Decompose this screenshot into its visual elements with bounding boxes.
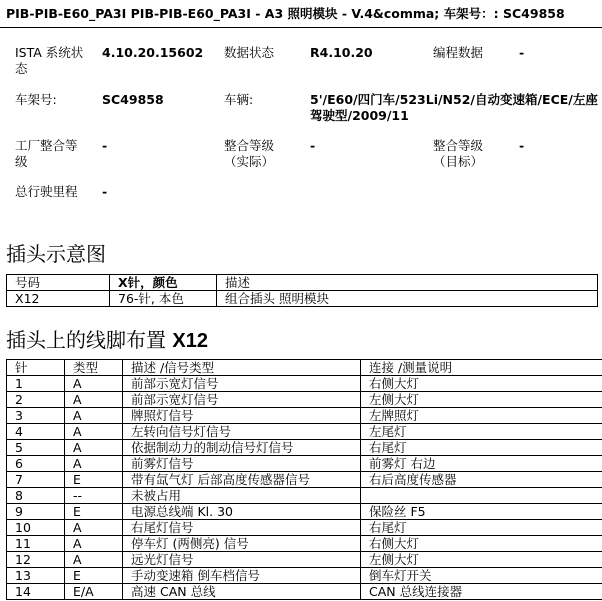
table-row xyxy=(7,504,602,520)
table-cell: 依据制动力的制动信号灯信号 xyxy=(123,440,361,456)
target-level-label: 整合等级（目标） xyxy=(433,138,484,169)
table-cell: 1 xyxy=(7,376,65,392)
table-cell: A xyxy=(65,392,123,408)
table-cell: A xyxy=(65,552,123,568)
table-cell: 前部示宽灯信号 xyxy=(123,392,361,408)
table-cell: 左侧大灯 xyxy=(361,392,602,408)
table-cell: 前雾灯信号 xyxy=(123,456,361,472)
table-cell: 未被占用 xyxy=(123,488,361,504)
table-cell: A xyxy=(65,520,123,536)
pin-table xyxy=(6,359,602,600)
factory-level-value: - xyxy=(102,138,108,153)
table-cell xyxy=(361,488,602,504)
table-row xyxy=(7,584,602,600)
table-cell: 右尾灯 xyxy=(361,520,602,536)
table-cell: 14 xyxy=(7,584,65,600)
table-cell: A xyxy=(65,376,123,392)
table-cell: 左牌照灯 xyxy=(361,408,602,424)
table-cell: 3 xyxy=(7,408,65,424)
table-cell: 6 xyxy=(7,456,65,472)
table-cell: 带有氙气灯 后部高度传感器信号 xyxy=(123,472,361,488)
table-cell: A xyxy=(65,440,123,456)
table-row xyxy=(7,376,602,392)
table-cell: X12 xyxy=(7,291,110,307)
column-header: 针 xyxy=(7,360,65,376)
table-cell: 右尾灯 xyxy=(361,440,602,456)
table-row xyxy=(7,536,602,552)
table-cell: 11 xyxy=(7,536,65,552)
table-row xyxy=(7,456,602,472)
table-cell: 前部示宽灯信号 xyxy=(123,376,361,392)
table-cell: 高速 CAN 总线 xyxy=(123,584,361,600)
table-row xyxy=(7,392,602,408)
table-row xyxy=(7,552,602,568)
table-cell: 右后高度传感器 xyxy=(361,472,602,488)
table-cell: 电源总线端 Kl. 30 xyxy=(123,504,361,520)
data-state-label: 数据状态 xyxy=(224,45,275,60)
data-state-value: R4.10.20 xyxy=(310,45,373,60)
table-row xyxy=(7,488,602,504)
vin-value: SC49858 xyxy=(102,92,164,107)
table-cell: 8 xyxy=(7,488,65,504)
table-cell: 手动变速箱 倒车档信号 xyxy=(123,568,361,584)
programming-label: 编程数据 xyxy=(433,45,484,60)
page-title: PIB-PIB-E60_PA3I PIB-PIB-E60_PA3I - A3 照明模块 - V.4&comma; 车架号：: SC49858 xyxy=(6,6,565,21)
pin-heading-code: X12 xyxy=(172,330,208,352)
table-cell: 左侧大灯 xyxy=(361,552,602,568)
table-cell: 倒车灯开关 xyxy=(361,568,602,584)
actual-level-value: - xyxy=(310,138,316,153)
table-row xyxy=(7,472,602,488)
column-header: 连接 /测量说明 xyxy=(361,360,602,376)
table-cell: E xyxy=(65,472,123,488)
connector-heading: 插头示意图 xyxy=(6,242,106,266)
mileage-label: 总行驶里程 xyxy=(15,184,78,199)
pin-heading-text: 插头上的线脚布置 xyxy=(6,328,166,352)
table-cell: CAN 总线连接器 xyxy=(361,584,602,600)
table-cell: E/A xyxy=(65,584,123,600)
column-header: X针，颜色 xyxy=(110,275,217,291)
pin-table-header xyxy=(7,360,602,376)
column-header: 描述 xyxy=(217,275,598,291)
programming-value: - xyxy=(519,45,525,60)
table-row xyxy=(7,568,602,584)
table-cell: 4 xyxy=(7,424,65,440)
table-cell: 10 xyxy=(7,520,65,536)
factory-level-label: 工厂整合等级 xyxy=(15,138,78,169)
vin-label: 车架号: xyxy=(15,92,57,107)
table-row xyxy=(7,424,602,440)
table-cell: A xyxy=(65,456,123,472)
table-row xyxy=(7,520,602,536)
table-row xyxy=(7,440,602,456)
table-cell: 右侧大灯 xyxy=(361,376,602,392)
table-cell: 12 xyxy=(7,552,65,568)
table-cell: A xyxy=(65,424,123,440)
table-cell: 左尾灯 xyxy=(361,424,602,440)
table-cell: 7 xyxy=(7,472,65,488)
mileage-value: - xyxy=(102,184,108,199)
target-level-value: - xyxy=(519,138,525,153)
table-cell: 2 xyxy=(7,392,65,408)
table-cell: A xyxy=(65,408,123,424)
table-cell: 牌照灯信号 xyxy=(123,408,361,424)
vehicle-label: 车辆: xyxy=(224,92,254,107)
column-header: 描述 /信号类型 xyxy=(123,360,361,376)
ista-label: ISTA 系统状态 xyxy=(15,45,84,76)
table-cell: A xyxy=(65,536,123,552)
table-cell: 右侧大灯 xyxy=(361,536,602,552)
table-cell: 右尾灯信号 xyxy=(123,520,361,536)
table-cell: 左转向信号灯信号 xyxy=(123,424,361,440)
table-cell: -- xyxy=(65,488,123,504)
table-cell: 停车灯 (两侧亮) 信号 xyxy=(123,536,361,552)
ista-value: 4.10.20.15602 xyxy=(102,45,204,60)
table-cell: 组合插头 照明模块 xyxy=(217,291,598,307)
column-header: 号码 xyxy=(7,275,110,291)
table-row xyxy=(7,408,602,424)
table-cell: E xyxy=(65,504,123,520)
table-cell: 13 xyxy=(7,568,65,584)
table-cell: 5 xyxy=(7,440,65,456)
actual-level-label: 整合等级（实际） xyxy=(224,138,275,169)
column-header: 类型 xyxy=(65,360,123,376)
table-cell: 前雾灯 右边 xyxy=(361,456,602,472)
vehicle-value: 5'/E60/四门车/523Li/N52/自动变速箱/ECE/左座驾驶型/2009/11 xyxy=(310,92,598,123)
table-cell: 9 xyxy=(7,504,65,520)
table-cell: E xyxy=(65,568,123,584)
table-cell: 保险丝 F5 xyxy=(361,504,602,520)
table-cell: 远光灯信号 xyxy=(123,552,361,568)
table-cell: 76-针, 本色 xyxy=(110,291,217,307)
